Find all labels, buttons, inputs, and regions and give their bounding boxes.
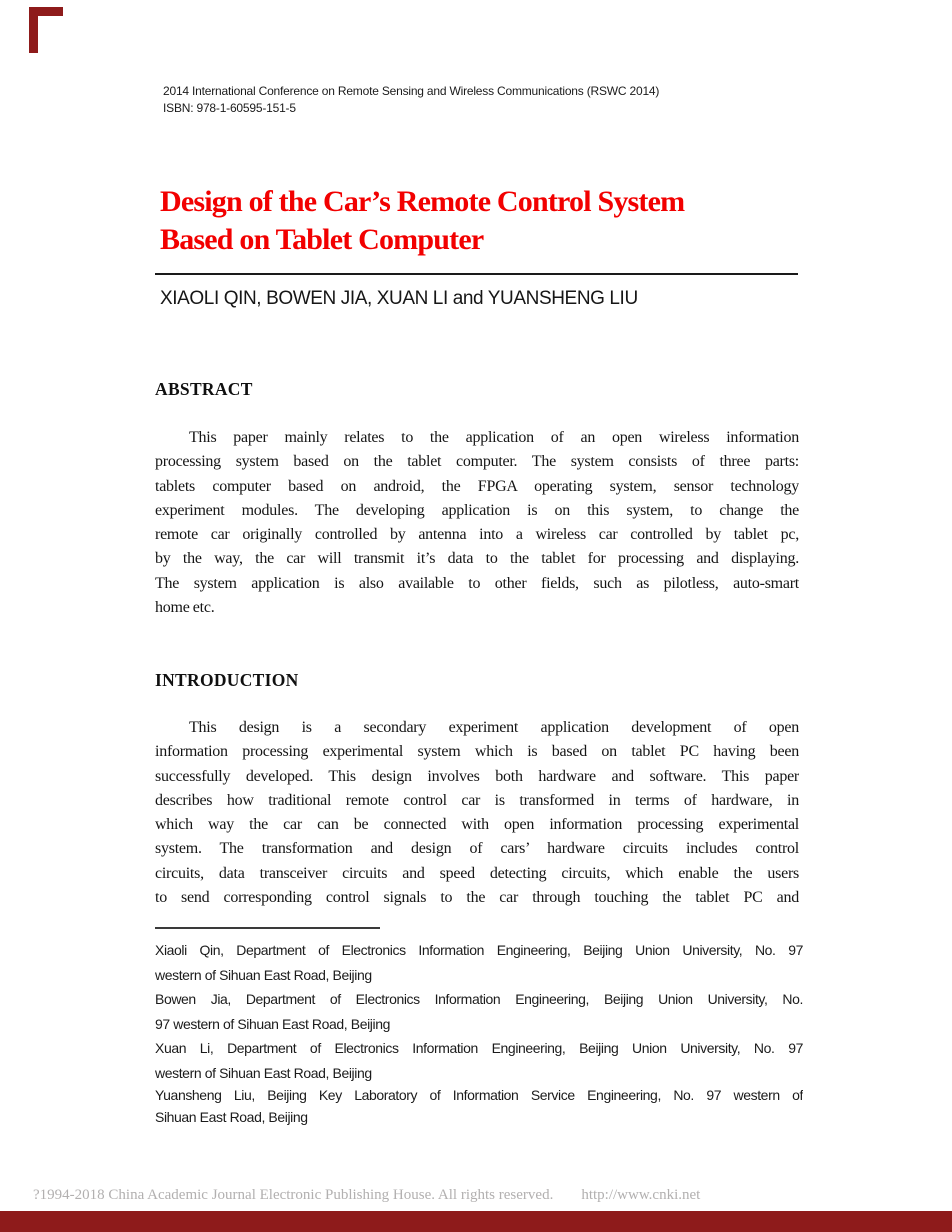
footnote-xuan-li	[155, 1036, 803, 1085]
text-line: which way the car can be connected with open information processing experimental	[155, 816, 799, 834]
text-line: western of Sihuan East Road, Beijing	[155, 966, 372, 983]
footnote-bowen-jia	[155, 987, 803, 1036]
text-line: Xuan Li, Department of Electronics Information Engineering, Beijing Union University, No. 97	[155, 1040, 803, 1056]
footnote-yuansheng-liu	[155, 1085, 803, 1128]
paper-title-line-1: Design of the Car’s Remote Control System	[160, 185, 685, 218]
introduction-paragraph	[155, 716, 799, 910]
text-line: Bowen Jia, Department of Electronics Information Engineering, Beijing Union University, No.	[155, 991, 803, 1007]
cnki-url: http://www.cnki.net	[581, 1187, 701, 1203]
abstract-heading: ABSTRACT	[155, 379, 253, 399]
text-line: by the way, the car will transmit it’s data to the tablet for processing and displaying.	[155, 550, 799, 568]
authors: XIAOLI QIN, BOWEN JIA, XUAN LI and YUANSHENG LIU	[160, 288, 638, 309]
text-line: processing system based on the tablet computer. The system consists of three parts:	[155, 453, 799, 471]
text-line: Xiaoli Qin, Department of Electronics Information Engineering, Beijing Union University, No. 97	[155, 942, 803, 958]
paper-title	[160, 183, 860, 259]
text-line: This design is a secondary experiment application development of open	[189, 719, 799, 736]
text-line: Sihuan East Road, Beijing	[155, 1108, 308, 1125]
footnote-divider	[155, 927, 380, 929]
isbn: ISBN: 978-1-60595-151-5	[163, 101, 296, 115]
text-line: Yuansheng Liu, Beijing Key Laboratory of Information Service Engineering, No. 97 western of	[155, 1087, 803, 1103]
cnki-footer	[33, 1185, 700, 1205]
text-line: circuits, data transceiver circuits and speed detecting circuits, which enable the users	[155, 864, 799, 882]
page-bottom-edge	[0, 1211, 952, 1232]
page-corner-mark	[29, 7, 63, 53]
copyright-text: ?1994-2018 China Academic Journal Electronic Publishing House. All rights reserved.	[33, 1187, 554, 1203]
text-line: tablets computer based on android, the FPGA operating system, sensor technology	[155, 477, 799, 495]
conference-name: 2014 International Conference on Remote Sensing and Wireless Communications (RSWC 2014)	[163, 84, 660, 98]
author-footnotes	[155, 938, 803, 1128]
text-line: successfully developed. This design involves both hardware and software. This paper	[155, 767, 799, 785]
text-line: This paper mainly relates to the application of an open wireless information	[189, 429, 799, 446]
text-line: describes how traditional remote control car is transformed in terms of hardware, in	[155, 791, 799, 809]
paper-title-line-2: Based on Tablet Computer	[160, 223, 484, 256]
introduction-heading: INTRODUCTION	[155, 670, 299, 690]
footnote-xiaoli-qin	[155, 938, 803, 987]
text-line: system. The transformation and design of cars’ hardware circuits includes control	[155, 840, 799, 858]
text-line: experiment modules. The developing application is on this system, to change the	[155, 501, 799, 519]
text-line: western of Sihuan East Road, Beijing	[155, 1064, 372, 1081]
text-line: home etc.	[155, 599, 215, 617]
text-line: remote car originally controlled by antenna into a wireless car controlled by tablet pc,	[155, 526, 799, 544]
text-line: The system application is also available to other fields, such as pilotless, auto-smart	[155, 574, 799, 592]
title-divider	[155, 273, 798, 275]
conference-header	[163, 83, 659, 117]
text-line: to send corresponding control signals to the car through touching the tablet PC and	[155, 889, 799, 907]
abstract-paragraph	[155, 426, 799, 620]
text-line: 97 western of Sihuan East Road, Beijing	[155, 1015, 390, 1032]
text-line: information processing experimental system which is based on tablet PC having been	[155, 743, 799, 761]
